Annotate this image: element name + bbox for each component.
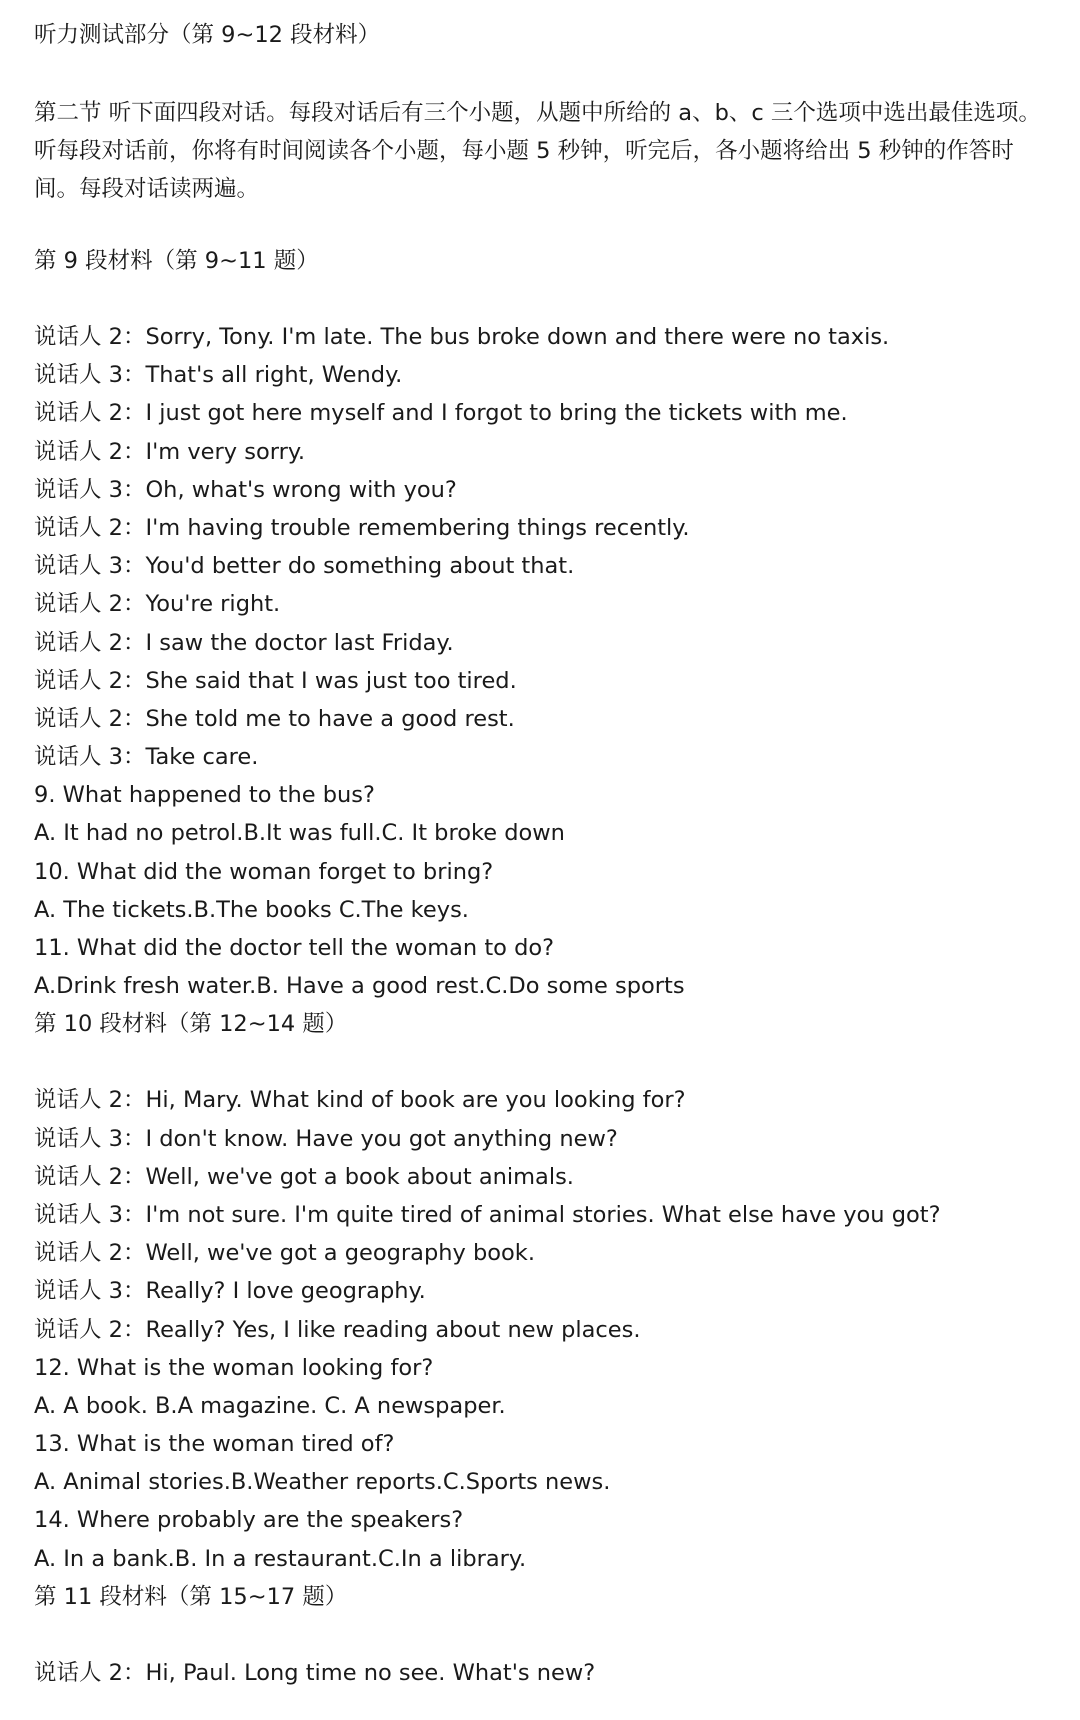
question-line <box>34 1387 1054 1425</box>
line-text: A. A book. B.A magazine. C. A newspaper. <box>34 1392 506 1419</box>
line-text: You'd better do something about that. <box>145 553 575 580</box>
dialogue-line <box>34 1196 1054 1234</box>
line-text: I don't know. Have you got anything new? <box>145 1125 618 1152</box>
line-text: Well, we've got a geography book. <box>145 1240 535 1267</box>
line-text: A. It had no petrol.B.It was full.C. It broke down <box>34 820 565 847</box>
line-text: A. In a bank.B. In a restaurant.C.In a library. <box>34 1545 527 1572</box>
line-text: She said that I was just too tired. <box>145 667 517 694</box>
speaker-label: 说话人 2： <box>34 591 146 618</box>
section-heading: 第 11 段材料（第 15~17 题） <box>34 1583 348 1610</box>
dialogue-line <box>34 1234 1054 1272</box>
dialogue-line <box>34 662 1054 700</box>
line-text: 13. What is the woman tired of? <box>34 1431 395 1458</box>
speaker-label: 说话人 2： <box>34 629 146 656</box>
dialogue-sections <box>34 242 1054 1692</box>
line-text: That's all right, Wendy. <box>145 362 403 389</box>
line-text: 10. What did the woman forget to bring? <box>34 858 494 885</box>
instructions-paragraph: 第二节 听下面四段对话。每段对话后有三个小题，从题中所给的 a、b、c 三个选项中选出最佳选项。听每段对话前，你将有时间阅读各个小题，每小题 5 秒钟，听完后，各小题将给出 5 秒钟的作答时间。每段对话读两遍。 <box>34 100 1041 202</box>
line-text: Well, we've got a book about animals. <box>145 1163 574 1190</box>
question-line <box>34 929 1054 967</box>
dialogue-line <box>34 356 1054 394</box>
speaker-label: 说话人 3： <box>34 553 146 580</box>
dialogue-line <box>34 1654 1054 1692</box>
speaker-label: 说话人 3： <box>34 1125 146 1152</box>
speaker-label: 说话人 2： <box>34 1163 146 1190</box>
question-line <box>34 776 1054 814</box>
question-line <box>34 814 1054 852</box>
speaker-label: 说话人 2： <box>34 1240 146 1267</box>
dialogue-line <box>34 394 1054 432</box>
dialogue-line <box>34 1158 1054 1196</box>
document-page <box>34 16 1054 1692</box>
line-text: A.Drink fresh water.B. Have a good rest.C.Do some sports <box>34 973 685 1000</box>
line-text: I'm very sorry. <box>145 438 306 465</box>
speaker-label: 说话人 2： <box>34 324 146 350</box>
question-line <box>34 891 1054 929</box>
question-line <box>34 1425 1054 1463</box>
speaker-label: 说话人 2： <box>34 1087 146 1114</box>
speaker-label: 说话人 3： <box>34 476 146 503</box>
dialogue-line <box>34 547 1054 585</box>
dialogue-line <box>34 738 1054 776</box>
dialogue-line <box>34 318 1054 356</box>
speaker-label: 说话人 2： <box>34 1316 146 1343</box>
dialogue-line <box>34 624 1054 662</box>
line-text: A. The tickets.B.The books C.The keys. <box>34 896 469 923</box>
line-text: I saw the doctor last Friday. <box>145 629 454 656</box>
question-line <box>34 1501 1054 1539</box>
speaker-label: 说话人 3： <box>34 744 146 771</box>
line-text: 9. What happened to the bus? <box>34 782 375 809</box>
line-text: 14. Where probably are the speakers? <box>34 1507 464 1534</box>
dialogue-line <box>34 1081 1054 1119</box>
line-text: Sorry, Tony. I'm late. The bus broke down and there were no taxis. <box>145 324 890 350</box>
question-line <box>34 1463 1054 1501</box>
line-text: Oh, what's wrong with you? <box>145 476 457 503</box>
line-text: Really? I love geography. <box>145 1278 426 1305</box>
speaker-label: 说话人 2： <box>34 438 146 465</box>
question-line <box>34 1540 1054 1578</box>
question-line <box>34 853 1054 891</box>
speaker-label: 说话人 2： <box>34 1659 146 1686</box>
line-text: You're right. <box>145 591 281 618</box>
dialogue-line <box>34 471 1054 509</box>
line-text: 12. What is the woman looking for? <box>34 1354 434 1381</box>
speaker-label: 说话人 3： <box>34 362 146 389</box>
line-text: 11. What did the doctor tell the woman to do? <box>34 935 555 961</box>
dialogue-line <box>34 509 1054 547</box>
dialogue-line <box>34 1272 1054 1310</box>
line-text: I'm having trouble remembering things recently. <box>145 514 690 541</box>
dialogue-line <box>34 1311 1054 1349</box>
line-text: Really? Yes, I like reading about new places. <box>145 1316 641 1343</box>
line-text: A. Animal stories.B.Weather reports.C.Sports news. <box>34 1469 611 1496</box>
speaker-label: 说话人 2： <box>34 400 146 427</box>
question-line <box>34 967 1054 1005</box>
section-heading: 第 10 段材料（第 12~14 题） <box>34 1011 348 1038</box>
dialogue-line <box>34 700 1054 738</box>
line-text: I just got here myself and I forgot to bring the tickets with me. <box>145 400 848 427</box>
dialogue-line <box>34 1120 1054 1158</box>
section-heading: 第 9 段材料（第 9~11 题） <box>34 248 319 274</box>
speaker-label: 说话人 3： <box>34 1201 146 1228</box>
dialogue-line <box>34 433 1054 471</box>
speaker-label: 说话人 2： <box>34 705 146 732</box>
line-text: Hi, Paul. Long time no see. What's new? <box>145 1659 596 1686</box>
line-text: I'm not sure. I'm quite tired of animal stories. What else have you got? <box>145 1201 941 1228</box>
speaker-label: 说话人 3： <box>34 1278 146 1305</box>
line-text: Take care. <box>145 744 259 771</box>
question-line <box>34 1349 1054 1387</box>
line-text: Hi, Mary. What kind of book are you looking for? <box>145 1087 686 1114</box>
line-text: She told me to have a good rest. <box>145 705 515 732</box>
speaker-label: 说话人 2： <box>34 667 146 694</box>
speaker-label: 说话人 2： <box>34 514 146 541</box>
page-title: 听力测试部分（第 9~12 段材料） <box>34 22 381 48</box>
dialogue-line <box>34 585 1054 623</box>
